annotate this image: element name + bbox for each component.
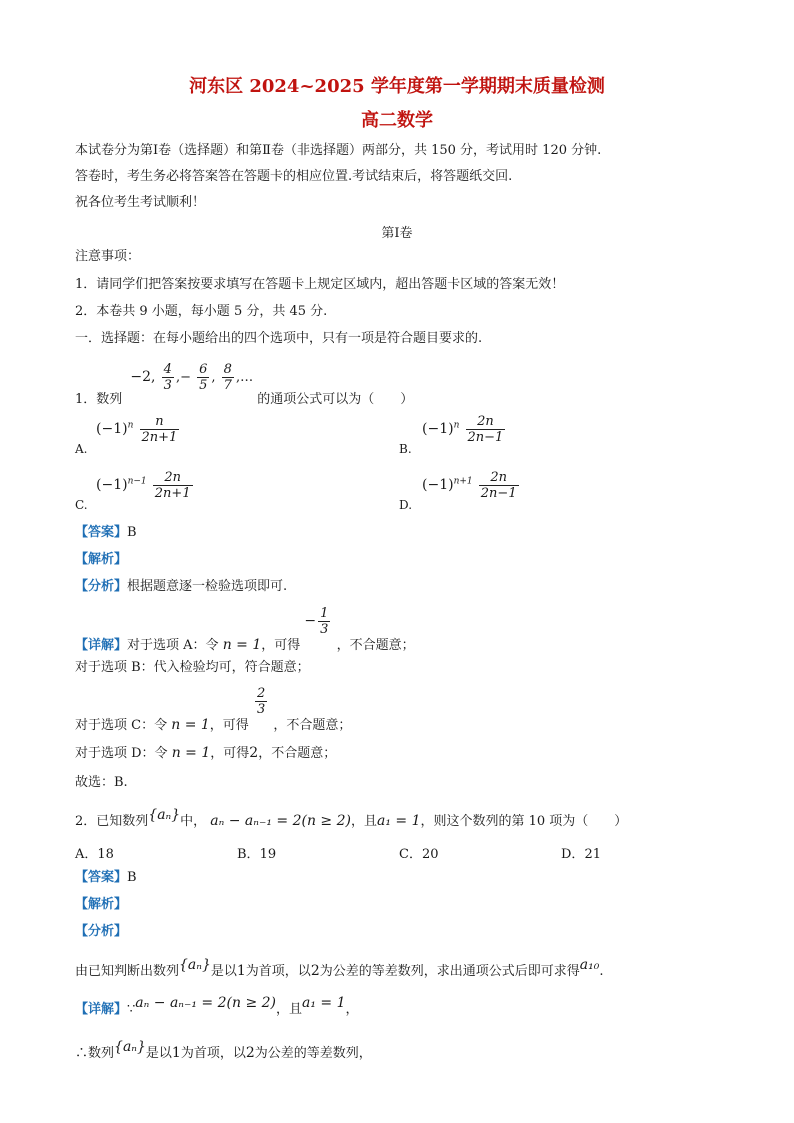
q1-fenxi: 【分析】根据题意逐一检验选项即可. [75,579,288,594]
q1-sequence: −2, $\frac{4}{3}$ ,− $\frac{6}{5}$ , $\frac{8}{7}$ ,… [130,362,254,393]
exam-title: 河东区 2024~2025 学年度第一学期期末质量检测 [189,76,605,97]
q1-seq-frac-3: $\frac{8}{7}$ [223,362,232,393]
q1-conclusion: 故选：B. [75,775,128,790]
intro-line-1: 本试卷分为第Ⅰ卷（选择题）和第Ⅱ卷（非选择题）两部分，共 150 分，考试用时 120 分钟. [75,143,602,158]
q1-detail-d: 对于选项 D：令 n = 1，可得2，不合题意； [75,745,337,761]
q2-fenxi: 由已知判断出数列{aₙ}是以1为首项，以2为公差的等差数列，求出通项公式后即可求得a₁₀. [75,957,604,979]
intro-line-3: 祝各位考生考试顺利！ [75,195,206,210]
q1-detail-b: 对于选项 B：代入检验均可，符合题意； [75,660,310,675]
q1-option-b-formula: $(-1)^n$ $\frac{2n}{2n-1}$ [422,414,504,445]
intro-line-2: 答卷时，考生务必将答案答在答题卡的相应位置.考试结束后，将答题纸交回. [75,169,513,184]
q1-detail-a: 【详解】对于选项 A：令 n = 1，可得 − $\frac{1}{3}$ ，不合题意； [75,606,415,653]
q1-option-c-label[interactable]: C. [75,498,88,512]
q1-stem-prefix: 1．数列 [75,392,123,407]
q1-option-a-formula: $(-1)^n$ $\frac{n}{2n+1}$ [96,414,178,445]
q1-seq-first: −2, [130,369,156,385]
q2-option-d[interactable]: D．21 [561,847,601,862]
exam-subtitle: 高二数学 [361,110,433,131]
q1-seq-tail: ,… [235,370,254,385]
q1-detail-c: 对于选项 C：令 n = 1，可得 $\frac{2}{3}$ ，不合题意； [75,686,352,733]
q1-option-a-label[interactable]: A. [75,442,88,456]
q2-detail-last: ∴数列{aₙ}是以1为首项，以2为公差的等差数列， [75,1039,372,1061]
q1-seq-frac-1: $\frac{4}{3}$ [163,362,172,393]
notice-2: 2．本卷共 9 小题，每小题 5 分，共 45 分. [75,304,328,319]
q1-analysis-tag: 【解析】 [75,552,128,567]
q2-option-c[interactable]: C．20 [399,847,439,862]
q2-stem: 2．已知数列{aₙ}中， aₙ − aₙ₋₁ = 2(n ≥ 2)，且a₁ = 1，则这个数列的第 10 项为（ ） [75,807,628,829]
q2-option-a[interactable]: A．18 [75,847,114,862]
notice-title: 注意事项： [75,249,141,264]
q1-stem [75,362,414,407]
q2-answer: 【答案】B [75,870,137,885]
notice-1: 1．请同学们把答案按要求填写在答题卡上规定区域内，超出答题卡区域的答案无效！ [75,277,565,292]
q2-fenxi-tag: 【分析】 [75,924,128,939]
q1-option-d-label[interactable]: D. [399,498,413,512]
q1-option-c-formula: $(-1)^{n-1}$ $\frac{2n}{2n+1}$ [96,470,191,501]
part-title: 一．选择题：在每小题给出的四个选项中，只有一项是符合题目要求的. [75,331,483,346]
q2-option-b[interactable]: B．19 [237,847,277,862]
volume-heading: 第Ⅰ卷 [381,226,413,241]
q2-analysis-tag: 【解析】 [75,897,128,912]
q1-answer: 【答案】B [75,525,137,540]
q1-option-b-label[interactable]: B. [399,442,412,456]
q1-option-d-formula: $(-1)^{n+1}$ $\frac{2n}{2n-1}$ [422,470,517,501]
q2-detail: 【详解】∵aₙ − aₙ₋₁ = 2(n ≥ 2)，且a₁ = 1， [75,995,359,1017]
q1-seq-frac-2: $\frac{6}{5}$ [199,362,208,393]
q1-stem-suffix: 的通项公式可以为（ ） [257,392,414,407]
